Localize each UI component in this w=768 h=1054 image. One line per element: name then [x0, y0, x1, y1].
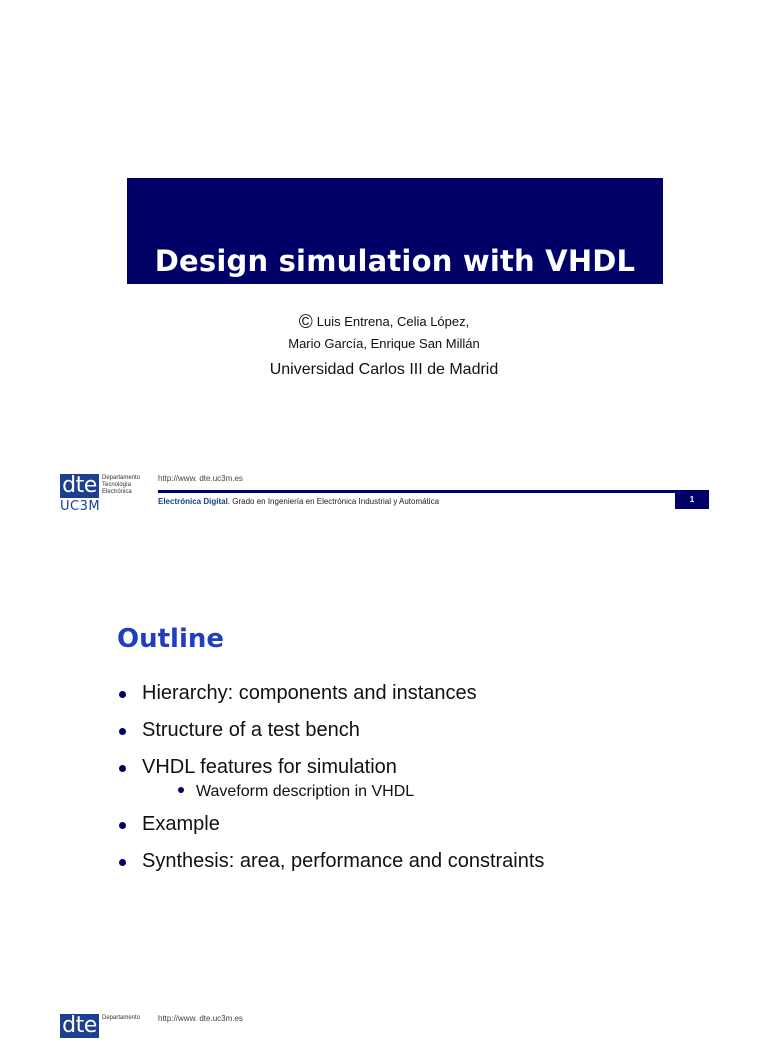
bullet-icon: [119, 822, 126, 829]
list-item-text: VHDL features for simulation: [142, 756, 397, 778]
list-item: [117, 849, 544, 873]
bullet-icon: [119, 728, 126, 735]
authors-text-1: Luis Entrena, Celia López,: [316, 314, 470, 329]
slide-footer-2: [60, 1014, 709, 1054]
logo-department-2: [102, 1015, 140, 1022]
list-item-text: Example: [142, 813, 220, 835]
slide-title: Design simulation with VHDL: [154, 244, 636, 278]
dept-line-1: Departamento: [102, 475, 141, 481]
page-number: 1: [675, 490, 709, 509]
logo-uc3m-text: UC3M: [60, 499, 101, 514]
university-name: Universidad Carlos III de Madrid: [269, 361, 499, 378]
outline-list: [117, 681, 544, 873]
sub-list-item-text: Waveform description in VHDL: [196, 783, 415, 800]
footer-course: [158, 497, 439, 506]
authors-line-1: [0, 312, 768, 334]
sub-bullet-icon: [178, 787, 184, 793]
list-item: [117, 755, 544, 802]
bullet-icon: [119, 691, 126, 698]
authors-line-2: Mario García, Enrique San Millán: [288, 336, 480, 351]
sub-list-item: [142, 782, 544, 802]
dept-line-3: Electrónica: [102, 489, 132, 495]
bullet-icon: [119, 859, 126, 866]
list-item: [117, 812, 544, 836]
copyright-icon: ©: [298, 312, 313, 333]
logo-dte-text-2: dte: [60, 1014, 99, 1038]
course-degree: . Grado en Ingeniería en Electrónica Industrial y Automática: [227, 497, 440, 506]
bullet-icon: [119, 765, 126, 772]
footer-divider: [158, 490, 709, 493]
course-name: Electrónica Digital: [158, 497, 228, 506]
slide-footer: [60, 474, 709, 514]
list-item: [117, 718, 544, 742]
dte-logo: [60, 474, 156, 514]
dept-line-1-2: Departamento: [102, 1015, 141, 1021]
footer-url-link[interactable]: http://www. dte.uc3m.es: [158, 474, 243, 483]
logo-department: [102, 475, 140, 496]
list-item: [117, 681, 544, 705]
dept-line-2: Tecnología: [102, 482, 132, 488]
list-item-text: Synthesis: area, performance and constraints: [142, 850, 545, 872]
list-item-text: Structure of a test bench: [142, 719, 360, 741]
logo-dte-text: dte: [60, 474, 99, 498]
dte-logo-2: [60, 1014, 156, 1054]
slide-title-banner: [127, 178, 663, 284]
outline-title: Outline: [117, 624, 225, 654]
list-item-text: Hierarchy: components and instances: [142, 682, 477, 704]
footer-url-link-2[interactable]: http://www. dte.uc3m.es: [158, 1014, 243, 1023]
